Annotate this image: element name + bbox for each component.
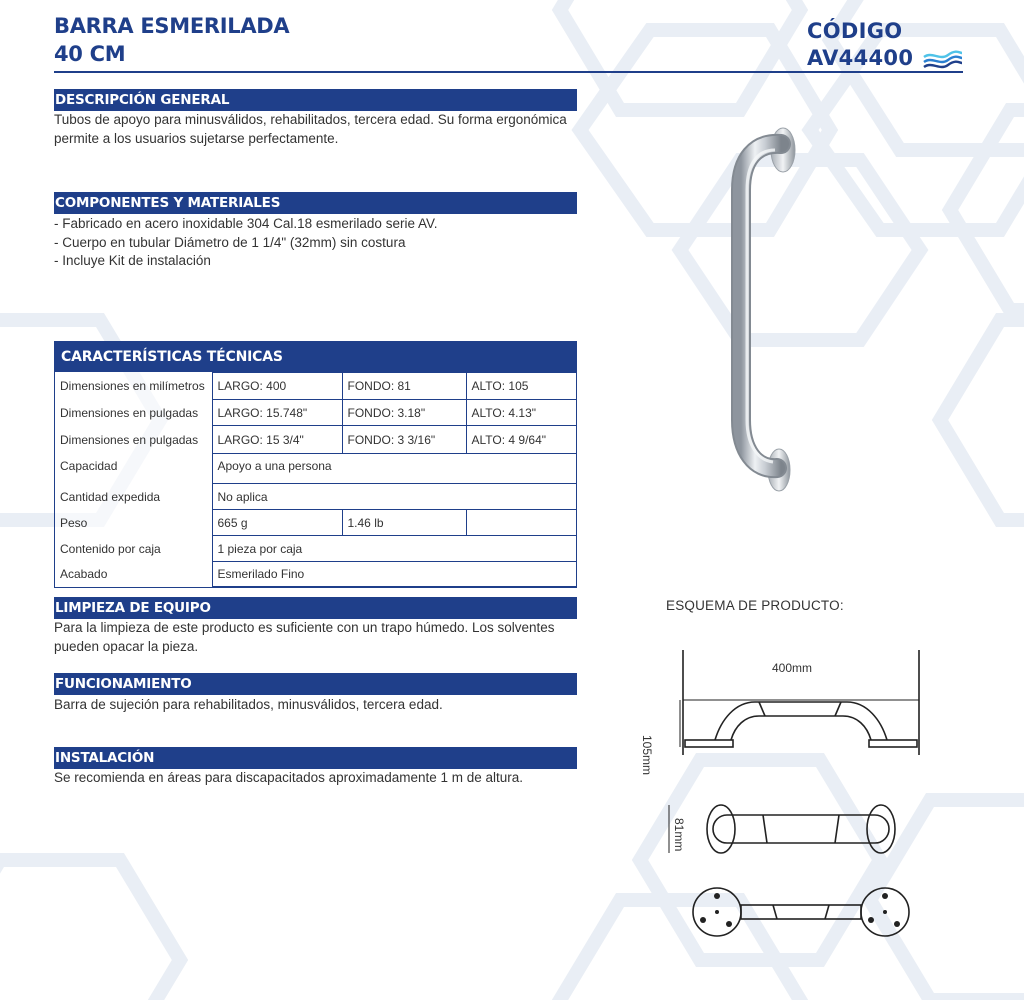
list-item: - Fabricado en acero inoxidable 304 Cal.18 esmerilado serie AV. (54, 216, 438, 231)
row-label: Dimensiones en pulgadas (55, 400, 212, 426)
cell: FONDO: 3.18" (342, 400, 466, 426)
row-label: Capacidad (55, 454, 212, 484)
cell: 665 g (212, 510, 342, 536)
row-label: Peso (55, 510, 212, 536)
product-photo-grab-bar (715, 120, 805, 505)
wave-logo-icon (922, 50, 964, 70)
cell: FONDO: 3 3/16" (342, 426, 466, 454)
section-heading-funcionamiento: FUNCIONAMIENTO (54, 673, 577, 695)
header-rule (54, 71, 963, 73)
section-heading-limpieza: LIMPIEZA DE EQUIPO (54, 597, 577, 619)
cell: 1 pieza por caja (212, 536, 576, 562)
depth-dimension-label: 81mm (672, 818, 686, 852)
descripcion-text (54, 111, 584, 148)
text-line: Para la limpieza de este producto es suficiente con un trapo húmedo. Los solventes (54, 620, 555, 635)
text-line: permite a los usuarios sujetarse perfectamente. (54, 130, 339, 146)
componentes-list (54, 215, 584, 271)
row-label: Cantidad expedida (55, 484, 212, 510)
cell: 1.46 lb (342, 510, 466, 536)
cell: Esmerilado Fino (212, 562, 576, 587)
text-line: Se recomienda en áreas para discapacitados aproximadamente 1 m de altura. (54, 770, 524, 785)
table-row (55, 484, 576, 510)
cell (466, 510, 576, 536)
product-title-line2: 40 CM (54, 42, 126, 66)
text-line: Barra de sujeción para rehabilitados, minusválidos, tercera edad. (54, 697, 443, 712)
code-label: CÓDIGO (807, 19, 903, 43)
specs-table-heading: CARACTERÍSTICAS TÉCNICAS (55, 342, 576, 372)
text-line: pueden opacar la pieza. (54, 638, 199, 654)
schema-title: ESQUEMA DE PRODUCTO: (666, 598, 844, 613)
instalacion-text (54, 769, 584, 788)
cell: LARGO: 15.748" (212, 400, 342, 426)
specs-table (54, 341, 577, 588)
cell: ALTO: 105 (466, 373, 576, 400)
cell: Apoyo a una persona (212, 454, 576, 484)
table-row (55, 562, 576, 587)
limpieza-text (54, 619, 584, 656)
row-label: Contenido por caja (55, 536, 212, 562)
specs-grid (55, 372, 576, 587)
table-row (55, 426, 576, 454)
length-dimension-label: 400mm (772, 661, 813, 675)
cell: ALTO: 4 9/64" (466, 426, 576, 454)
funcionamiento-text (54, 696, 584, 715)
cell: No aplica (212, 484, 576, 510)
table-row (55, 536, 576, 562)
row-label: Acabado (55, 562, 212, 587)
row-label: Dimensiones en pulgadas (55, 426, 212, 454)
row-label: Dimensiones en milímetros (55, 373, 212, 400)
table-row (55, 454, 576, 484)
cell: LARGO: 400 (212, 373, 342, 400)
list-item: - Cuerpo en tubular Diámetro de 1 1/4" (32mm) sin costura (54, 234, 406, 250)
cell: FONDO: 81 (342, 373, 466, 400)
section-heading-componentes: COMPONENTES Y MATERIALES (54, 192, 577, 214)
table-row (55, 373, 576, 400)
table-row (55, 400, 576, 426)
product-title-line1: BARRA ESMERILADA (54, 14, 290, 38)
cell: LARGO: 15 3/4" (212, 426, 342, 454)
product-schema-drawing (655, 640, 945, 980)
code-value: AV44400 (807, 46, 914, 70)
list-item: - Incluye Kit de instalación (54, 253, 211, 268)
cell: ALTO: 4.13" (466, 400, 576, 426)
section-heading-descripcion: DESCRIPCIÓN GENERAL (54, 89, 577, 111)
table-row (55, 510, 576, 536)
height-dimension-label: 105mm (640, 735, 654, 776)
text-line: Tubos de apoyo para minusválidos, rehabilitados, tercera edad. Su forma ergonómica (54, 112, 567, 127)
section-heading-instalacion: INSTALACIÓN (54, 747, 577, 769)
